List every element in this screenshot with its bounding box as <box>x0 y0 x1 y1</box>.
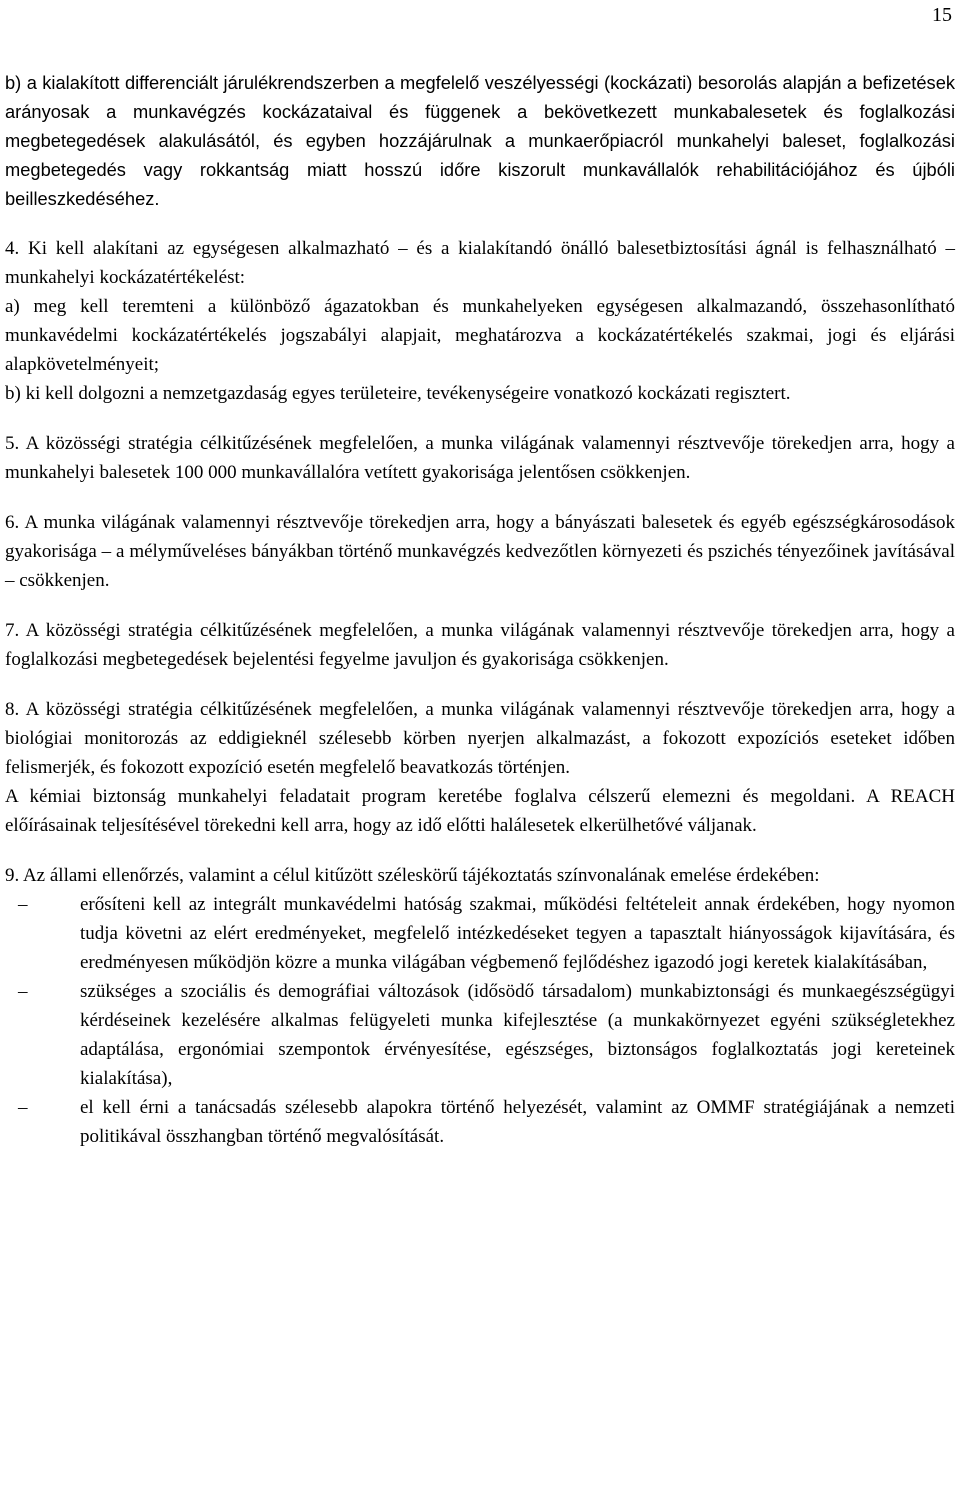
list-item-text: erősíteni kell az integrált munkavédelmi hatóság szakmai, működési feltételeit annak érdekében, hogy nyomon tudja követni az elért eredményeket, megfelelő intézkedéseket tegyen a tapasztalt hiányosságok kijavítására, és eredményesen működjön közre a munka világában végbemenő fejlődéshez igazodó jogi keretek kialakításában, <box>80 894 955 973</box>
dash-bullet: – <box>18 894 28 915</box>
paragraph-8: 8. A közösségi stratégia célkitűzésének megfelelően, a munka világának valamennyi résztvevője törekedjen arra, hogy a biológiai monitorozás az eddigieknél szélesebb körben nyerjen alkalmazást, a fokozott expozíciós eseteket időben felismerjék, és fokozott expozíció esetén megfelelő beavatkozás történjen. <box>5 699 955 778</box>
paragraph-5: 5. A közösségi stratégia célkitűzésének megfelelően, a munka világának valamennyi résztvevője törekedjen arra, hogy a munkahelyi balesetek 100 000 munkavállalóra vetített gyakorisága jelentősen csökkenjen. <box>5 433 955 483</box>
list-item <box>5 977 955 1093</box>
paragraph-9-intro: 9. Az állami ellenőrzés, valamint a célul kitűzött széleskörű tájékoztatás színvonalának emelése érdekében: <box>5 865 820 886</box>
paragraph-8-continued: A kémiai biztonság munkahelyi feladatait program keretébe foglalva célszerű elemezni és megoldani. A REACH előírásainak teljesítésével törekedni kell arra, hogy az idő előtti halálesetek elkerülhetővé váljanak. <box>5 786 955 836</box>
paragraph-4-intro: 4. Ki kell alakítani az egységesen alkalmazható – és a kialakítandó önálló balesetbiztosítási ágnál is felhasználható – munkahelyi kockázatértékelést: <box>5 238 955 288</box>
list-item-text: el kell érni a tanácsadás szélesebb alapokra történő helyezését, valamint az OMMF stratégiájának a nemzeti politikával összhangban történő megvalósítását. <box>80 1097 955 1147</box>
list-item <box>5 1093 955 1151</box>
document-body <box>5 68 955 1151</box>
paragraph-7: 7. A közösségi stratégia célkitűzésének megfelelően, a munka világának valamennyi résztvevője törekedjen arra, hogy a foglalkozási megbetegedések bejelentési fegyelme javuljon és gyakorisága csökkenjen. <box>5 620 955 670</box>
dash-bullet: – <box>18 981 28 1002</box>
list-item-text: szükséges a szociális és demográfiai változások (idősödő társadalom) munkabiztonsági és munkaegészségügyi kérdéseinek kezelésére alkalmas felügyeleti munka kifejlesztése (a munkakörnyezet egyéni szükségletekhez adaptálása, ergonómiai szempontok érvényesítése, egészséges, biztonságos foglalkoztatás jogi kereteinek kialakítása), <box>80 981 955 1089</box>
paragraph-3b: b) a kialakított differenciált járulékrendszerben a megfelelő veszélyességi (kockázati) besorolás alapján a befizetések arányosak a munkavégzés kockázataival és függenek a bekövetkezett munkabalesetek és foglalkozási megbetegedések alakulásától, és egyben hozzájárulnak a munkaerőpiacról munkahelyi baleset, foglalkozási megbetegedés vagy rokkantság miatt hosszú időre kiszorult munkavállalók rehabilitációjához és újbóli beilleszkedéséhez. <box>5 72 955 209</box>
paragraph-4-a: a) meg kell teremteni a különböző ágazatokban és munkahelyeken egységesen alkalmazandó, összehasonlítható munkavédelmi kockázatértékelés jogszabályi alapjait, meghatározva a kockázatértékelés szakmai, jogi és eljárási alapkövetelményeit; <box>5 296 955 375</box>
dash-bullet: – <box>18 1097 28 1118</box>
page-number: 15 <box>932 4 952 26</box>
paragraph-6: 6. A munka világának valamennyi résztvevője törekedjen arra, hogy a bányászati balesetek és egyéb egészségkárosodások gyakorisága – a mélyműveléses bányákban történő munkavégzés kedvezőtlen környezeti és pszichés tényezőinek javításával – csökkenjen. <box>5 512 955 591</box>
list-item <box>5 890 955 977</box>
paragraph-4-b: b) ki kell dolgozni a nemzetgazdaság egyes területeire, tevékenységeire vonatkozó kockázati regisztert. <box>5 383 791 404</box>
